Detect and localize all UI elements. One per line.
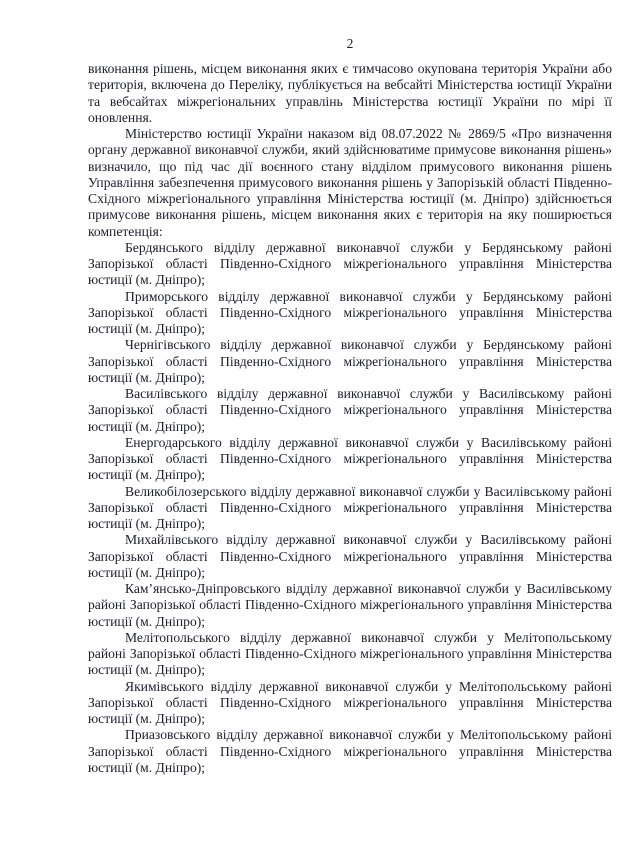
page-number: 2 [346, 36, 354, 51]
paragraph-continuation: виконання рішень, місцем виконання яких є тимчасово окупована територія України або територія, включена до Переліку, публікується на вебсайті Міністерства юстиції України та вебсайтах міжрегіональних управлінь Міністерства юстиції України по мірі її оновлення. [88, 61, 612, 125]
list-item-prymorskyi-viddil: Приморського відділу державної виконавчої служби у Бердянському районі Запорізької області Південно-Східного міжрегіонального управління Міністерства юстиції (м. Дніпро); [88, 288, 612, 336]
list-item-melitopolskyi-viddil: Мелітопольського відділу державної виконавчої служби у Мелітопольському районі Запорізької області Південно-Східного міжрегіонального управління Міністерства юстиції (м. Дніпро); [88, 629, 612, 678]
list-item-kamiansko-dniprovskyi-viddil: Кам’янсько-Дніпровського відділу державної виконавчої служби у Василівському районі Запорізької області Південно-Східного міжрегіонального управління Міністерства юстиції (м. Дніпро); [88, 581, 612, 629]
document-body [88, 61, 612, 776]
list-item-velykobilozerskyi-viddil: Великобілозерського відділу державної виконавчої служби у Василівському районі Запорізької області Південно-Східного міжрегіонального управління Міністерства юстиції (м. Дніпро); [88, 483, 612, 531]
list-item-mykhailivskyi-viddil: Михайлівського відділу державної виконавчої служби у Василівському районі Запорізької області Південно-Східного міжрегіонального управління Міністерства юстиції (м. Дніпро); [88, 532, 612, 580]
list-item-berdianskyi-viddil: Бердянського відділу державної виконавчої служби у Бердянському районі Запорізької області Південно-Східного міжрегіонального управління Міністерства юстиції (м. Дніпро); [88, 239, 612, 288]
list-item-enerhodarskyi-viddil: Енергодарського відділу державної виконавчої служби у Василівському районі Запорізької області Південно-Східного міжрегіонального управління Міністерства юстиції (м. Дніпро); [88, 434, 612, 483]
paragraph-ministry-order: Міністерство юстиції України наказом від 08.07.2022 № 2869/5 «Про визначення органу державної виконавчої служби, який здійснюватиме примусове виконання рішень» визначило, що під час дії воєнного стану відділом примусового виконання рішень Управління забезпечення примусового виконання рішень у Запорізькій області Південно-Східного міжрегіонального управління Міністерства юстиції (м. Дніпро) здійснюється примусове виконання рішень, місцем виконання яких є територія на яку поширюється компетенція: [88, 126, 612, 239]
list-item-chernihivskyi-viddil: Чернігівського відділу державної виконавчої служби у Бердянському районі Запорізької області Південно-Східного міжрегіонального управління Міністерства юстиції (м. Дніпро); [88, 337, 612, 385]
list-item-vasylivskyi-viddil: Василівського відділу державної виконавчої служби у Василівському районі Запорізької області Південно-Східного міжрегіонального управління Міністерства юстиції (м. Дніпро); [88, 386, 612, 434]
list-item-yakymivskyi-viddil: Якимівського відділу державної виконавчої служби у Мелітопольському районі Запорізької області Південно-Східного міжрегіонального управління Міністерства юстиції (м. Дніпро); [88, 678, 612, 726]
list-item-pryazovskyi-viddil: Приазовського відділу державної виконавчої служби у Мелітопольському районі Запорізької області Південно-Східного міжрегіонального управління Міністерства юстиції (м. Дніпро); [88, 727, 612, 775]
